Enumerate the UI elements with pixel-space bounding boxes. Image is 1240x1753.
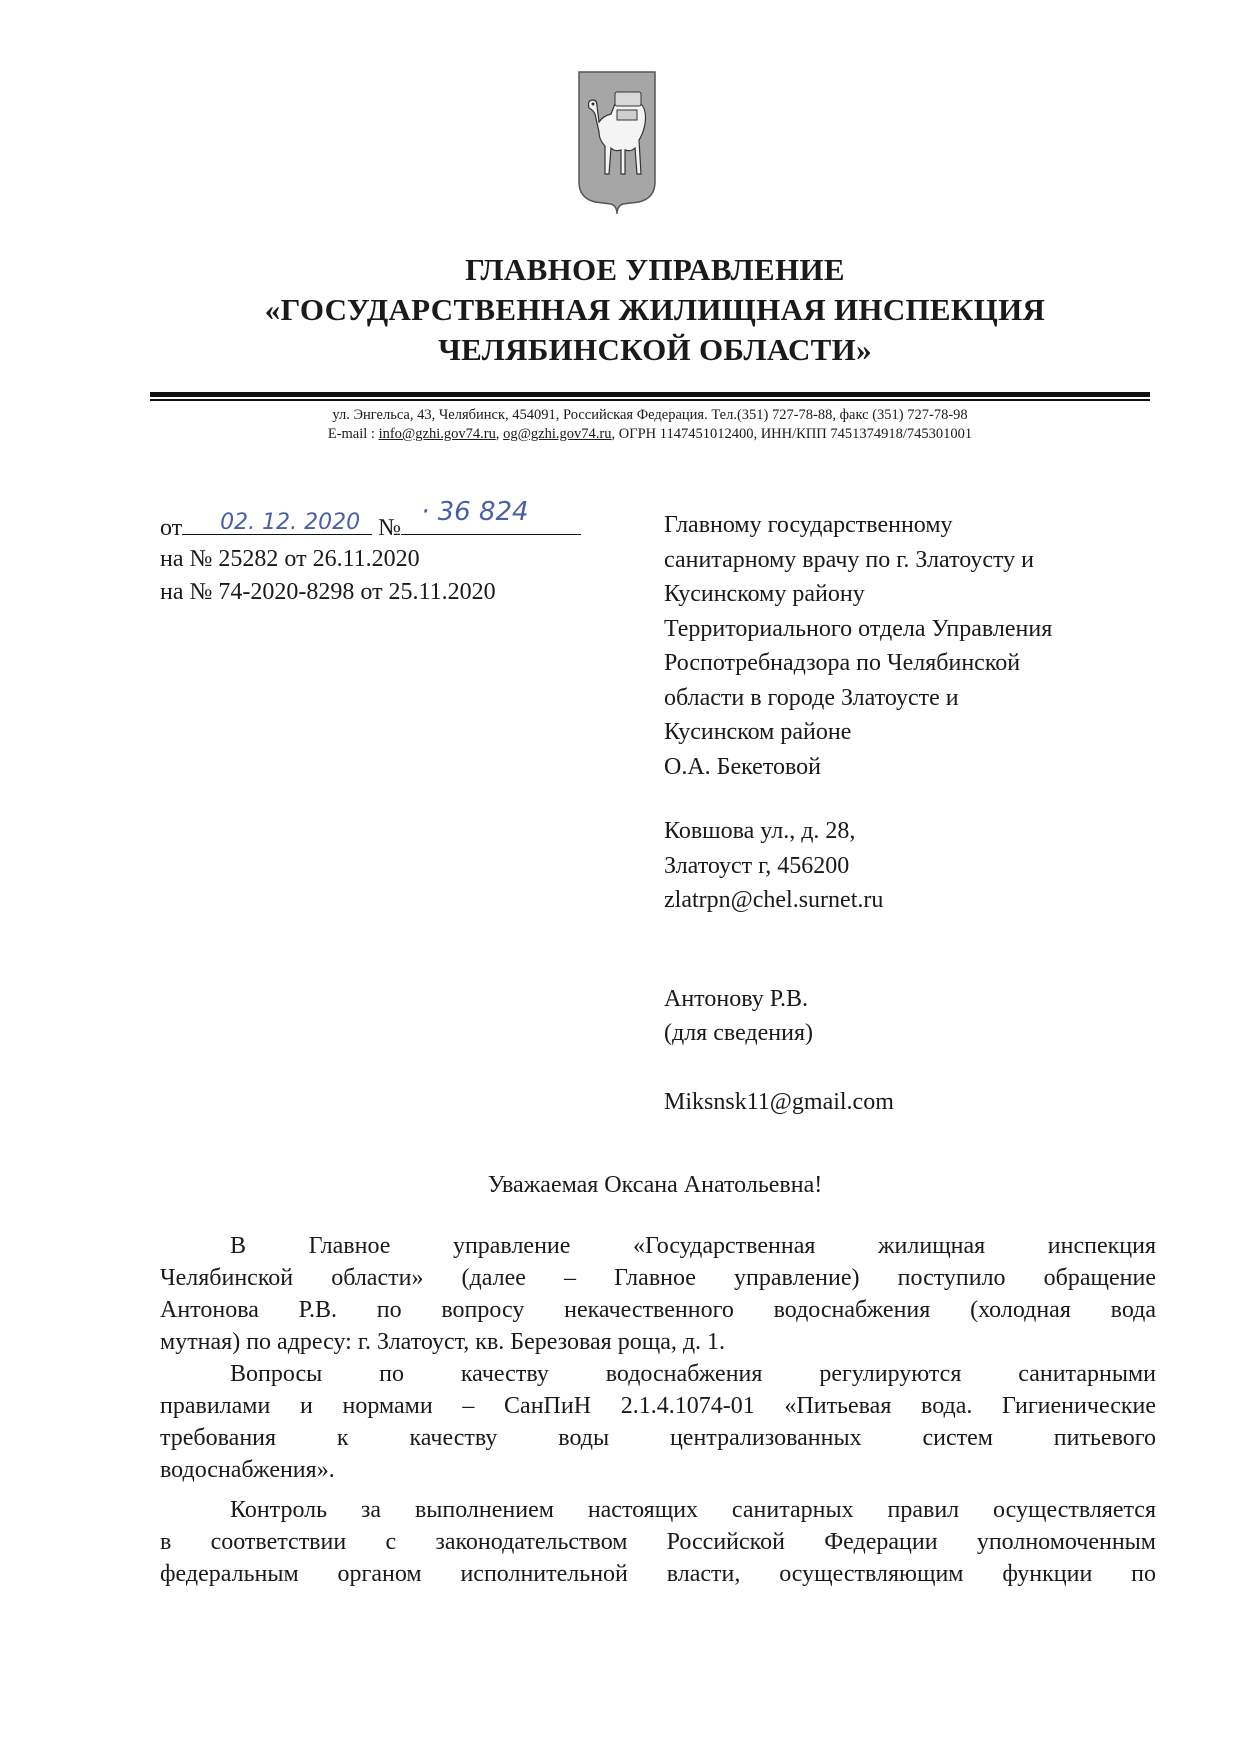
paragraph-line: Антонова Р.В. по вопросу некачественного водоснабжения (холодная вода — [160, 1297, 1156, 1323]
from-label: от — [160, 515, 183, 541]
org-title-line: ГЛАВНОЕ УПРАВЛЕНИЕ — [465, 252, 845, 287]
paragraph-line: требования к качеству воды централизованных систем питьевого — [160, 1425, 1156, 1451]
addressee-line: Кусинскому району — [664, 581, 865, 607]
paragraph-line: Контроль за выполнением настоящих санитарных правил осуществляется — [230, 1497, 1156, 1523]
header-divider-thin — [150, 399, 1150, 401]
email-prefix: E-mail : — [327, 426, 379, 442]
paragraph-line: Челябинской области» (далее – Главное управление) поступило обращение — [160, 1265, 1156, 1291]
registration-numbers: , ОГРН 1147451012400, ИНН/КПП 7451374918/745301001 — [611, 426, 973, 442]
header-divider-thick — [150, 392, 1150, 397]
paragraph-control — [160, 1494, 1156, 1590]
salutation: Уважаемая Оксана Анатольевна! — [487, 1172, 823, 1198]
addressee-line: области в городе Златоусте и — [664, 684, 959, 711]
paragraph-line: мутная) по адресу: г. Златоуст, кв. Березовая роща, д. 1. — [160, 1329, 726, 1355]
outgoing-references — [160, 497, 581, 609]
paragraph-complaint — [160, 1230, 1156, 1358]
paragraph-line: Вопросы по качеству водоснабжения регулируются санитарными — [230, 1361, 1156, 1387]
addressee-line: Роспотребнадзора по Челябинской — [664, 650, 1021, 676]
number-label: № — [378, 515, 402, 541]
paragraph-line: в соответствии с законодательством Российской Федерации уполномоченным — [160, 1529, 1156, 1555]
org-title-line: ЧЕЛЯБИНСКОЙ ОБЛАСТИ» — [438, 332, 872, 367]
handwritten-number: · 36 824 — [421, 497, 529, 527]
coat-of-arms-emblem — [577, 70, 657, 216]
contacts-address-line: ул. Энгельса, 43, Челябинск, 454091, Российская Федерация. Тел.(351) 727-78-88, факс (351) 727-78-98 — [332, 407, 968, 423]
addressee-email: zlatrpn@chel.surnet.ru — [664, 887, 884, 913]
outgoing-date-number-line — [160, 497, 581, 543]
addressee-line: Главному государственному — [664, 512, 953, 538]
paragraph-line: В Главное управление «Государственная жилищная инспекция — [230, 1233, 1156, 1259]
handwritten-date: 02. 12. 2020 — [220, 510, 361, 535]
addressee-line: Территориального отдела Управления — [664, 615, 1053, 642]
number-field — [401, 497, 581, 535]
paragraph-regulations — [160, 1358, 1156, 1486]
contacts-email-line — [150, 425, 1150, 444]
addressee-address-line: Ковшова ул., д. 28, — [664, 818, 856, 844]
addressee-address-line: Златоуст г, 456200 — [664, 852, 850, 879]
organization-contacts — [150, 406, 1150, 444]
addressee-name: О.А. Бекетовой — [664, 753, 821, 780]
date-field — [182, 510, 372, 535]
addressee-line: Кусинском районе — [664, 719, 852, 745]
paragraph-line: водоснабжения». — [160, 1457, 335, 1483]
organization-title — [160, 250, 1150, 370]
email-link-og[interactable]: og@gzhi.gov74.ru — [503, 426, 612, 442]
email-separator: , — [495, 426, 504, 442]
addressee-line: санитарному врачу по г. Златоусту и — [664, 546, 1035, 573]
cc-note: (для сведения) — [664, 1020, 813, 1046]
addressee-block — [664, 508, 1052, 1119]
paragraph-line: федеральным органом исполнительной власти, осуществляющим функции по — [160, 1561, 1156, 1587]
org-title-line: «ГОСУДАРСТВЕННАЯ ЖИЛИЩНАЯ ИНСПЕКЦИЯ — [264, 292, 1046, 327]
reference-line: на № 25282 от 26.11.2020 — [160, 546, 420, 572]
paragraph-line: правилами и нормами – СанПиН 2.1.4.1074-01 «Питьевая вода. Гигиенические — [160, 1393, 1156, 1419]
cc-recipient-name: Антонову Р.В. — [664, 985, 809, 1012]
cc-recipient-email: Miksnsk11@gmail.com — [664, 1088, 894, 1115]
reference-line: на № 74-2020-8298 от 25.11.2020 — [160, 579, 496, 605]
email-link-info[interactable]: info@gzhi.gov74.ru — [378, 426, 496, 442]
